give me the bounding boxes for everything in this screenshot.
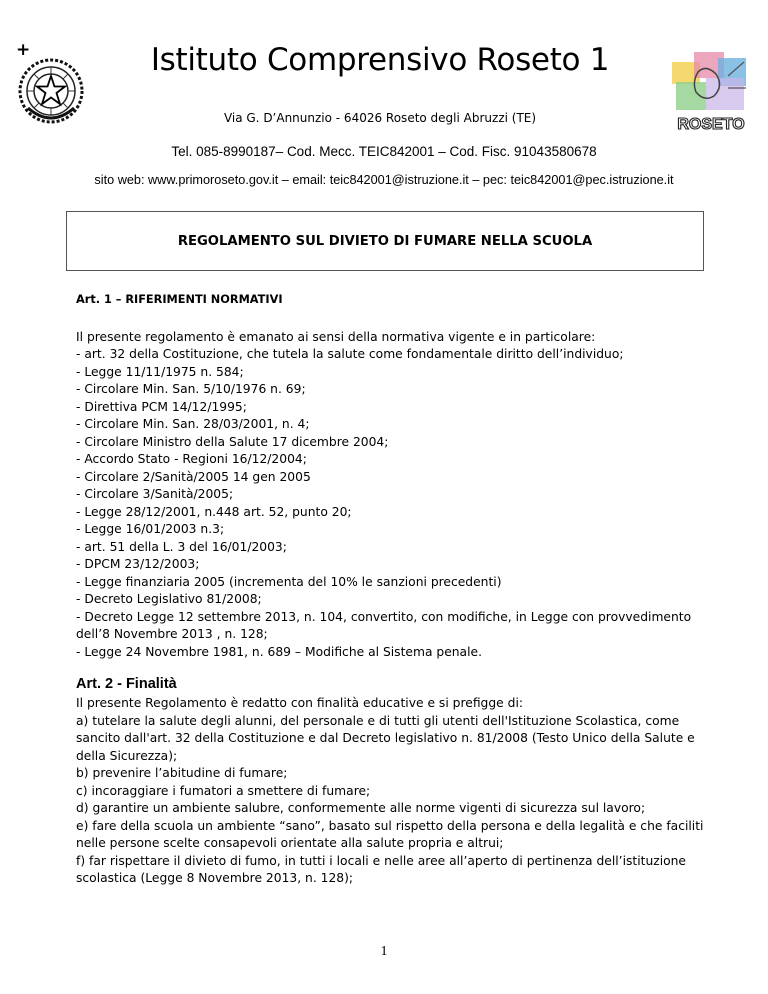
list-item: b) prevenire l’abitudine di fumare; bbox=[76, 766, 288, 780]
art2-heading: Art. 2 - Finalità bbox=[76, 676, 177, 692]
list-item: - Circolare 3/Sanità/2005; bbox=[76, 487, 234, 501]
list-item: - Decreto Legislativo 81/2008; bbox=[76, 592, 262, 606]
art1-reference-list bbox=[76, 346, 716, 661]
document-title-box bbox=[66, 211, 704, 271]
list-item: - Accordo Stato - Regioni 16/12/2004; bbox=[76, 452, 307, 466]
art1-heading: Art. 1 – RIFERIMENTI NORMATIVI bbox=[76, 293, 283, 306]
roseto-logo-text: ROSETO bbox=[677, 116, 745, 133]
list-item: - Circolare Ministro della Salute 17 dicembre 2004; bbox=[76, 434, 389, 449]
list-item: - Legge finanziaria 2005 (incrementa del 10% le sanzioni precedenti) bbox=[76, 574, 502, 589]
list-item: - Circolare 2/Sanità/2005 14 gen 2005 bbox=[76, 469, 311, 484]
list-item: - Legge 24 Novembre 1981, n. 689 – Modifiche al Sistema penale. bbox=[76, 644, 482, 659]
list-item: c) incoraggiare i fumatori a smettere di fumare; bbox=[76, 783, 371, 798]
contact-line: Tel. 085-8990187– Cod. Mecc. TEIC842001 – Cod. Fisc. 91043580678 bbox=[171, 144, 597, 159]
list-item: - Legge 11/11/1975 n. 584; bbox=[76, 364, 244, 379]
list-item: d) garantire un ambiente salubre, conformemente alle norme vigenti di sicurezza sul lavoro; bbox=[76, 801, 646, 815]
school-name: Istituto Comprensivo Roseto 1 bbox=[150, 42, 610, 78]
plus-sign: + bbox=[16, 40, 31, 60]
roseto-logo-icon bbox=[666, 48, 756, 133]
list-item: - DPCM 23/12/2003; bbox=[76, 557, 200, 571]
document-title: REGOLAMENTO SUL DIVIETO DI FUMARE NELLA SCUOLA bbox=[177, 233, 593, 249]
art2-goals-list bbox=[76, 713, 716, 888]
school-address: Via G. D’Annunzio - 64026 Roseto degli Abruzzi (TE) bbox=[223, 111, 537, 125]
list-item: a) tutelare la salute degli alunni, del personale e di tutti gli utenti dell'Istituzione Scolastica, come sancito dall'art. 32 della Costituzione e dal Decreto legislativo n. 81/2008 (Testo Unico della Salute e della Sicurezza); bbox=[76, 713, 695, 763]
web-contact-line: sito web: www.primoroseto.gov.it – email: teic842001@istruzione.it – pec: teic842001@pec.istruzione.it bbox=[94, 173, 674, 187]
italian-republic-emblem-icon bbox=[18, 58, 84, 124]
list-item: - art. 32 della Costituzione, che tutela la salute come fondamentale diritto dell’individuo; bbox=[76, 347, 624, 361]
list-item: - art. 51 della L. 3 del 16/01/2003; bbox=[76, 539, 287, 554]
list-item: e) fare della scuola un ambiente “sano”, basato sul rispetto della persona e della legalità e che faciliti nelle persone scelte consapevoli orientate alla salute propria e altrui; bbox=[76, 818, 704, 850]
list-item: - Circolare Min. San. 5/10/1976 n. 69; bbox=[76, 382, 306, 396]
list-item: - Decreto Legge 12 settembre 2013, n. 104, convertito, con modifiche, in Legge con provvedimento dell’8 Novembre 2013 , n. 128; bbox=[76, 609, 692, 641]
document-body bbox=[76, 291, 716, 888]
page-number: 1 bbox=[380, 944, 388, 959]
list-item: - Legge 16/01/2003 n.3; bbox=[76, 522, 225, 536]
list-item: - Direttiva PCM 14/12/1995; bbox=[76, 399, 247, 414]
list-item: - Legge 28/12/2001, n.448 art. 52, punto 20; bbox=[76, 504, 352, 519]
list-item: - Circolare Min. San. 28/03/2001, n. 4; bbox=[76, 417, 310, 431]
art1-intro: Il presente regolamento è emanato ai sensi della normativa vigente e in particolare: bbox=[76, 329, 596, 344]
art2-intro: Il presente Regolamento è redatto con finalità educative e si prefigge di: bbox=[76, 696, 524, 710]
list-item: f) far rispettare il divieto di fumo, in tutti i locali e nelle aree all’aperto di pertinenza dell’istituzione scolastica (Legge 8 Novembre 2013, n. 128); bbox=[76, 853, 686, 885]
